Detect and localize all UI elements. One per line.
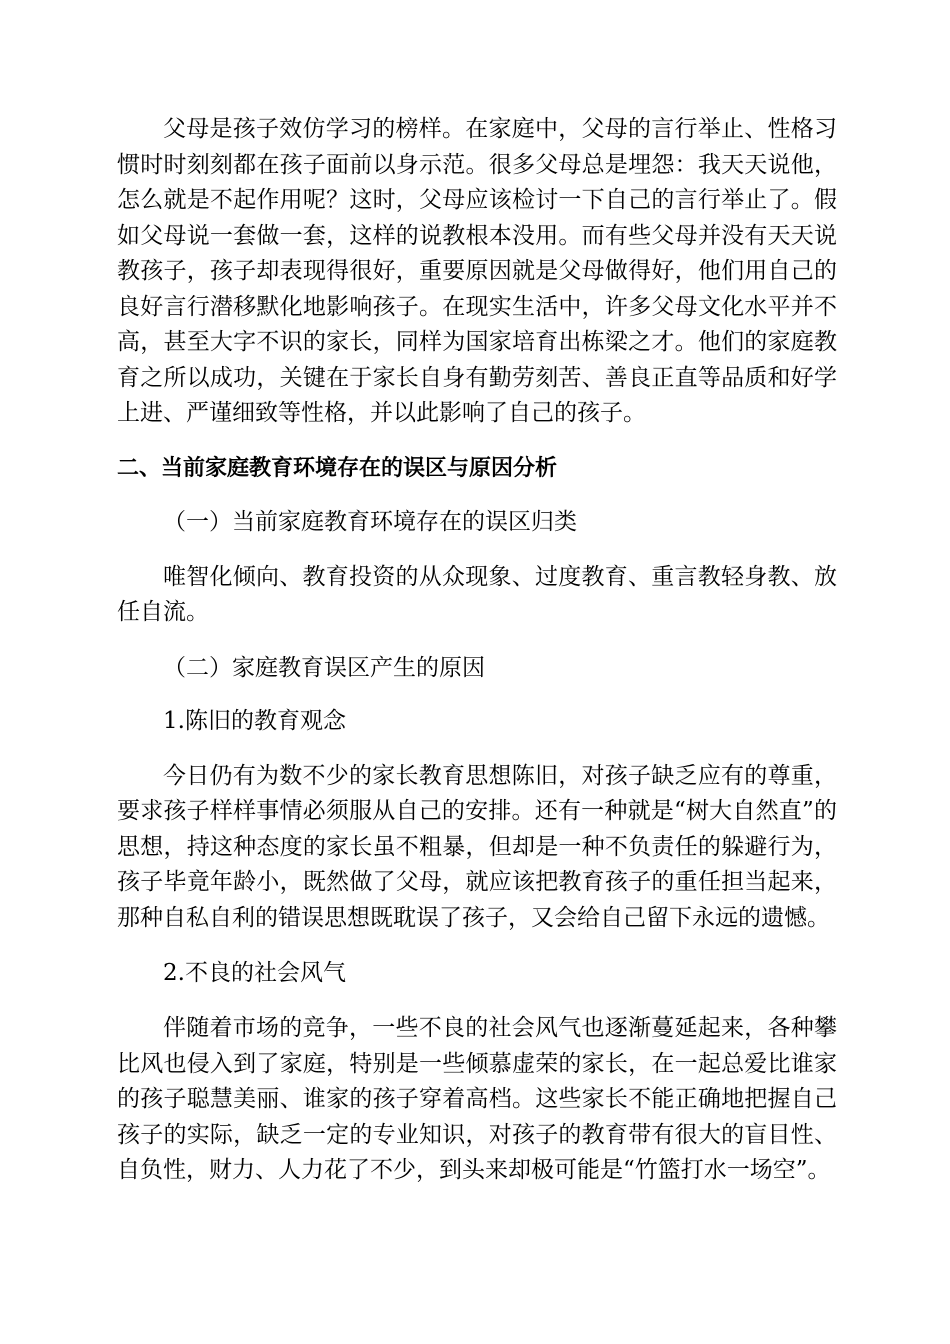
numbered-heading: 1.陈旧的教育观念 bbox=[163, 707, 346, 734]
sub-heading: （二）家庭教育误区产生的原因 bbox=[163, 654, 485, 681]
body-paragraph: 唯智化倾向、教育投资的从众现象、过度教育、重言教轻身教、放任自流。 bbox=[117, 563, 837, 625]
numbered-heading: 2.不良的社会风气 bbox=[163, 960, 346, 986]
body-paragraph: 伴随着市场的竞争，一些不良的社会风气也逐渐蔓延起来，各种攀比风也侵入到了家庭，特别是一些倾慕虚荣的家长，在一起总爱比谁家的孩子聪慧美丽、谁家的孩子穿着高档。这些家长不能正确地把握自己孩子的实际，缺乏一定的专业知识，对孩子的教育带有很大的盲目性、自负性，财力、人力花了不少，到头来却极可能是“竹篮打水一场空”。 bbox=[117, 1015, 837, 1183]
sub-heading: （一）当前家庭教育环境存在的误区归类 bbox=[163, 508, 577, 535]
body-paragraph: 今日仍有为数不少的家长教育思想陈旧，对孩子缺乏应有的尊重，要求孩子样样事情必须服从自己的安排。还有一种就是“树大自然直”的思想，持这种态度的家长虽不粗暴，但却是一种不负责任的躲避行为，孩子毕竟年龄小，既然做了父母，就应该把教育孩子的重任担当起来，那种自私自利的错误思想既耽误了孩子，又会给自己留下永远的遗憾。 bbox=[117, 762, 837, 931]
section-heading: 二、当前家庭教育环境存在的误区与原因分析 bbox=[117, 455, 558, 481]
document-page bbox=[117, 112, 837, 1189]
body-paragraph: 父母是孩子效仿学习的榜样。在家庭中，父母的言行举止、性格习惯时时刻刻都在孩子面前以身示范。很多父母总是埋怨：我天天说他，怎么就是不起作用呢？这时，父母应该检讨一下自己的言行举止了。假如父母说一套做一套，这样的说教根本没用。而有些父母并没有天天说教孩子，孩子却表现得很好，重要原因就是父母做得好，他们用自己的良好言行潜移默化地影响孩子。在现实生活中，许多父母文化水平并不高，甚至大字不识的家长，同样为国家培育出栋梁之才。他们的家庭教育之所以成功，关键在于家长自身有勤劳刻苦、善良正直等品质和好学上进、严谨细致等性格，并以此影响了自己的孩子。 bbox=[117, 116, 837, 426]
